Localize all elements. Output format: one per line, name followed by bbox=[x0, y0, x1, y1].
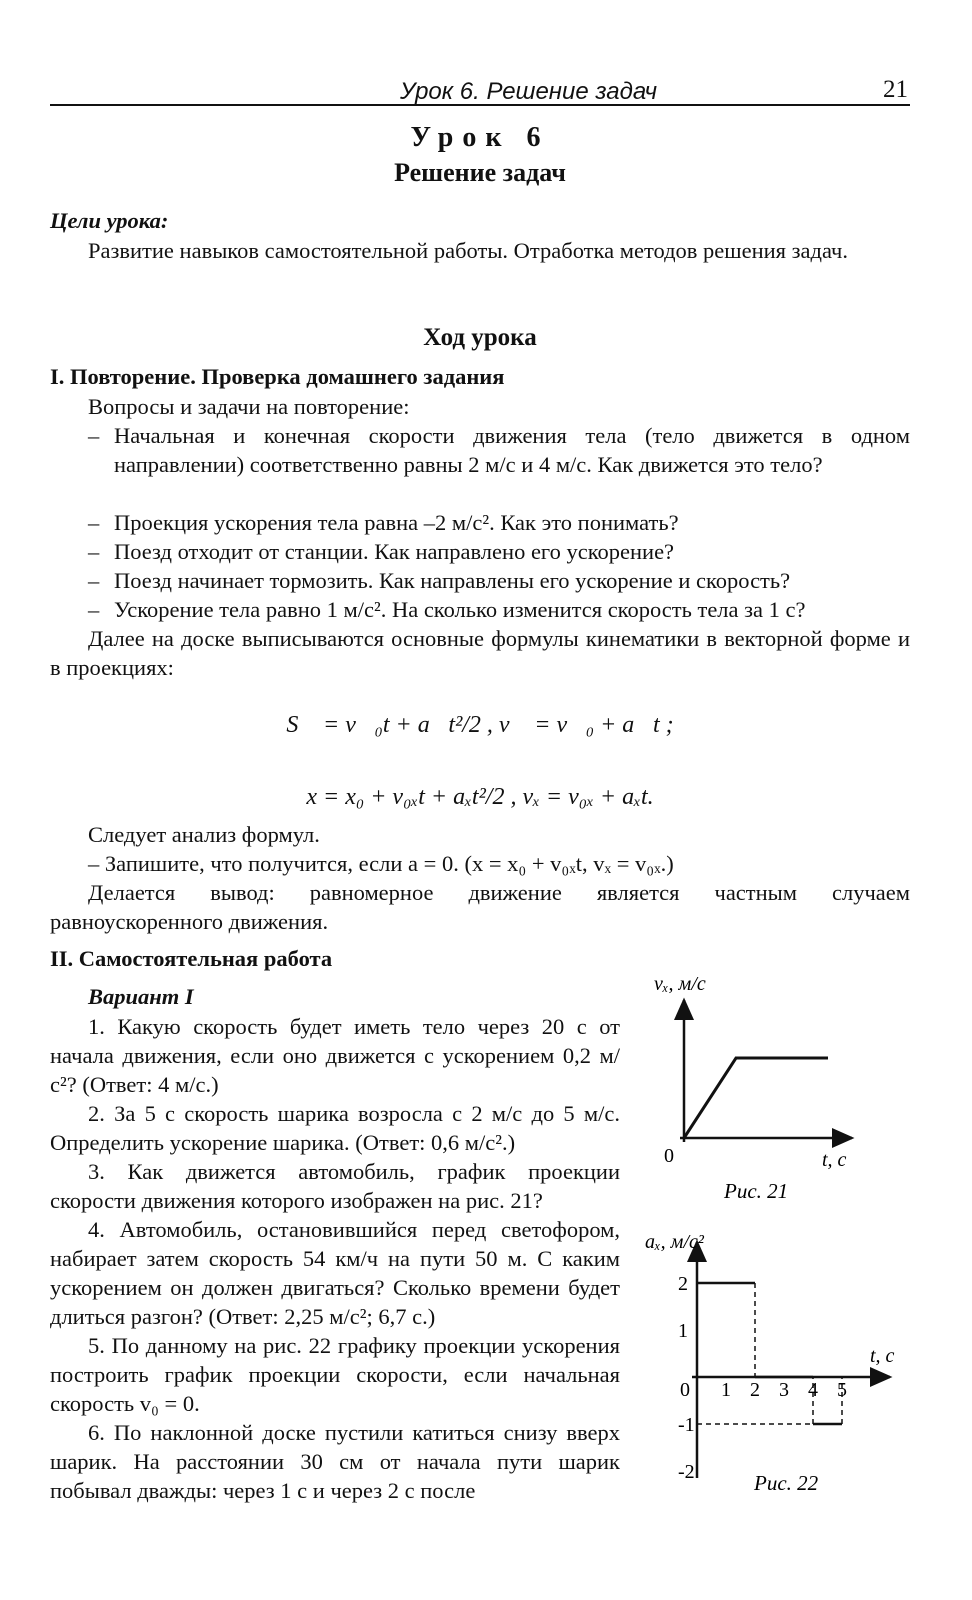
velocity-line bbox=[684, 1058, 828, 1138]
conclusion-text: Делается вывод: равномерное движение является частным случаем равноускоренного движения. bbox=[50, 880, 910, 934]
list-item: – Проекция ускорения тела равна –2 м/с². Как это понимать? bbox=[88, 508, 910, 537]
page-number: 21 bbox=[883, 76, 908, 103]
list-item-text: Проекция ускорения тела равна –2 м/с². Как это понимать? bbox=[114, 510, 679, 535]
y-tick-label: -2 bbox=[678, 1461, 695, 1483]
y-axis-label: vₓ, м/с bbox=[654, 973, 706, 995]
figure-21 bbox=[640, 960, 920, 1210]
x-axis-label: t, с bbox=[870, 1345, 895, 1367]
lesson-heading: Урок 6 bbox=[410, 122, 550, 153]
figure-22 bbox=[640, 1222, 920, 1504]
list-item-text: Начальная и конечная скорости движения тела (тело движется в одном направлении) соответственно равны 2 м/с и 4 м/с. Как движется это тело? bbox=[114, 423, 910, 477]
list-item: – Ускорение тела равно 1 м/с². На сколько изменится скорость тела за 1 с? bbox=[88, 595, 910, 624]
running-title: Урок 6. Решение задач bbox=[400, 78, 658, 105]
y-tick-label: 2 bbox=[678, 1273, 688, 1295]
problem-1: 1. Какую скорость будет иметь тело через 20 с от начала движения, если оно движется с ускорением 0,2 м/с²? (Ответ: 4 м/с.) bbox=[50, 1014, 620, 1097]
task-text: – Запишите, что получится, если a = 0. (x = x₀ + v₀ₓt, vₓ = v₀ₓ.) bbox=[88, 851, 674, 876]
problem-6: 6. По наклонной доске пустили катиться снизу вверх шарик. На расстоянии 30 см от начала пути шарик побывал дважды: через 1 с и через 2 с после bbox=[50, 1420, 620, 1503]
list-item: – Поезд начинает тормозить. Как направлены его ускорение и скорость? bbox=[88, 566, 910, 595]
x-tick-label: 4 bbox=[808, 1379, 818, 1401]
velocity-graph bbox=[684, 1058, 828, 1138]
x-tick-label: 2 bbox=[750, 1379, 760, 1401]
x-tick-label: 3 bbox=[779, 1379, 789, 1401]
acceleration-graph bbox=[697, 1283, 842, 1424]
formula-vector: S⃗ = v⃗₀t + a⃗t²/2 , v⃗ = v⃗₀ + a⃗t ; bbox=[286, 712, 674, 738]
x-tick-label: 5 bbox=[837, 1379, 847, 1401]
goals-label: Цели урока: bbox=[50, 208, 169, 233]
origin-label: 0 bbox=[680, 1379, 690, 1401]
analysis-text: Следует анализ формул. bbox=[88, 822, 320, 847]
lesson-subtitle: Решение задач bbox=[394, 158, 566, 187]
section1-title: I. Повторение. Проверка домашнего задания bbox=[50, 364, 505, 389]
problem-2: 2. За 5 с скорость шарика возросла с 2 м/с до 5 м/с. Определить ускорение шарика. (Ответ: 0,6 м/с².) bbox=[50, 1101, 620, 1155]
list-item-text: Поезд начинает тормозить. Как направлены его ускорение и скорость? bbox=[114, 568, 791, 593]
y-tick-label: -1 bbox=[678, 1414, 695, 1436]
problem-4: 4. Автомобиль, остановившийся перед светофором, набирает затем скорость 54 км/ч на пути 50 м. С каким ускорением он должен двигаться? Сколько времени будет длиться разгон? (Ответ: 2,25 м/с²; 6,7 с.) bbox=[50, 1217, 620, 1329]
list-item-text: Ускорение тела равно 1 м/с². На сколько изменится скорость тела за 1 с? bbox=[114, 597, 806, 622]
problem-5: 5. По данному на рис. 22 графику проекции ускорения построить график проекции скорости, если начальная скорость v₀ = 0. bbox=[50, 1333, 620, 1416]
running-header bbox=[50, 76, 910, 106]
course-heading: Ход урока bbox=[423, 324, 537, 351]
formulas-intro: Далее на доске выписываются основные формулы кинематики в векторной форме и в проекциях: bbox=[50, 626, 910, 680]
figure-caption: Рис. 22 bbox=[754, 1471, 819, 1495]
list-item: – Начальная и конечная скорости движения тела (тело движется в одном направлении) соответственно равны 2 м/с и 4 м/с. Как движется это тело? bbox=[88, 423, 910, 477]
formula-projection: x = x₀ + v₀ₓt + aₓt²/2 , vₓ = v₀ₓ + aₓt. bbox=[306, 784, 654, 810]
x-axis-label: t, с bbox=[822, 1149, 847, 1171]
variant-label: Вариант I bbox=[88, 984, 194, 1009]
x-tick-label: 1 bbox=[721, 1379, 731, 1401]
figure-caption: Рис. 21 bbox=[724, 1179, 789, 1203]
problem-3: 3. Как движется автомобиль, график проекции скорости движения которого изображен на рис. 21? bbox=[50, 1159, 620, 1213]
section1-intro: Вопросы и задачи на повторение: bbox=[88, 394, 410, 419]
list-item: – Поезд отходит от станции. Как направлено его ускорение? bbox=[88, 537, 910, 566]
section2-title: II. Самостоятельная работа bbox=[50, 946, 333, 971]
origin-label: 0 bbox=[664, 1145, 674, 1167]
y-tick-label: 1 bbox=[678, 1320, 688, 1342]
y-axis-label: aₓ, м/с² bbox=[645, 1231, 704, 1253]
goals-text: Развитие навыков самостоятельной работы. Отработка методов решения задач. bbox=[88, 238, 848, 263]
list-item-text: Поезд отходит от станции. Как направлено его ускорение? bbox=[114, 539, 675, 564]
